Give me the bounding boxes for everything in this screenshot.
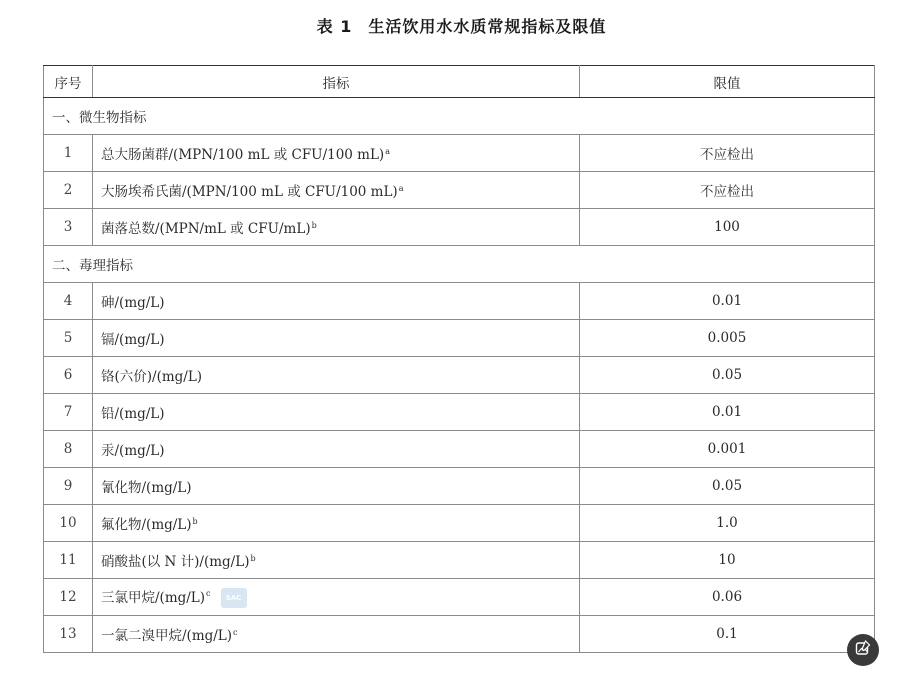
indicator-text: 砷/(mg/L) [101, 295, 165, 311]
table-caption: 生活饮用水水质常规指标及限值 [368, 17, 607, 36]
row-indicator [93, 542, 580, 579]
row-indicator [93, 579, 580, 616]
row-limit: 不应检出 [580, 172, 875, 209]
row-limit: 10 [580, 542, 875, 579]
table-row [44, 431, 875, 468]
row-indicator [93, 135, 580, 172]
row-no: 1 [44, 135, 93, 172]
row-limit: 不应检出 [580, 135, 875, 172]
row-indicator [93, 172, 580, 209]
row-indicator [93, 468, 580, 505]
table-row [44, 283, 875, 320]
row-limit: 0.005 [580, 320, 875, 357]
header-indicator: 指标 [93, 66, 580, 98]
footnote-mark: a [385, 146, 390, 156]
indicator-text: 铬(六价)/(mg/L) [101, 369, 203, 385]
row-no: 6 [44, 357, 93, 394]
row-no: 7 [44, 394, 93, 431]
section-heading: 二、毒理指标 [44, 246, 875, 283]
row-no: 11 [44, 542, 93, 579]
indicator-text: 大肠埃希氏菌/(MPN/100 mL 或 CFU/100 mL) [101, 184, 398, 200]
table-row [44, 394, 875, 431]
row-indicator [93, 357, 580, 394]
row-limit: 0.1 [580, 616, 875, 653]
table-row [44, 616, 875, 653]
indicator-text: 总大肠菌群/(MPN/100 mL 或 CFU/100 mL) [101, 147, 385, 163]
footnote-mark: c [206, 589, 211, 599]
row-limit: 0.001 [580, 431, 875, 468]
row-limit: 0.06 [580, 579, 875, 616]
row-limit: 0.01 [580, 394, 875, 431]
row-limit: 0.05 [580, 357, 875, 394]
table-row [44, 468, 875, 505]
row-limit: 0.05 [580, 468, 875, 505]
indicator-text: 镉/(mg/L) [101, 332, 165, 348]
row-no: 5 [44, 320, 93, 357]
indicator-text: 铅/(mg/L) [101, 406, 165, 422]
row-indicator [93, 320, 580, 357]
footnote-mark: b [250, 553, 256, 563]
table-row [44, 209, 875, 246]
header-row [44, 66, 875, 98]
table-row [44, 135, 875, 172]
row-no: 4 [44, 283, 93, 320]
section-row-microbial [44, 98, 875, 135]
indicator-text: 一氯二溴甲烷/(mg/L) [101, 628, 233, 644]
row-no: 8 [44, 431, 93, 468]
row-indicator [93, 505, 580, 542]
row-no: 3 [44, 209, 93, 246]
row-no: 10 [44, 505, 93, 542]
row-indicator [93, 616, 580, 653]
header-no: 序号 [44, 66, 93, 98]
table-row [44, 320, 875, 357]
row-indicator [93, 283, 580, 320]
image-edit-icon [855, 640, 871, 660]
section-heading: 一、微生物指标 [44, 98, 875, 135]
image-edit-button[interactable] [847, 634, 879, 666]
indicator-text: 氟化物/(mg/L) [101, 517, 192, 533]
row-indicator [93, 209, 580, 246]
row-no: 2 [44, 172, 93, 209]
footnote-mark: b [192, 516, 198, 526]
indicator-text: 硝酸盐(以 N 计)/(mg/L) [101, 554, 250, 570]
footnote-mark: c [233, 627, 238, 637]
table-row [44, 357, 875, 394]
row-limit: 100 [580, 209, 875, 246]
row-no: 12 [44, 579, 93, 616]
table-row [44, 542, 875, 579]
row-no: 13 [44, 616, 93, 653]
indicator-text: 氰化物/(mg/L) [101, 480, 192, 496]
table-row [44, 579, 875, 616]
header-limit: 限值 [580, 66, 875, 98]
table-title [0, 14, 923, 37]
indicator-text: 菌落总数/(MPN/mL 或 CFU/mL) [101, 221, 311, 237]
footnote-mark: a [398, 183, 404, 193]
row-limit: 0.01 [580, 283, 875, 320]
table-row [44, 505, 875, 542]
row-no: 9 [44, 468, 93, 505]
table-number: 表 1 [316, 17, 353, 36]
row-limit: 1.0 [580, 505, 875, 542]
watermark-logo: SAC [221, 588, 247, 608]
row-indicator [93, 394, 580, 431]
indicator-text: 三氯甲烷/(mg/L) [101, 589, 206, 606]
footnote-mark: b [311, 220, 317, 230]
water-quality-table [43, 65, 875, 653]
indicator-text: 汞/(mg/L) [101, 443, 165, 459]
table-row [44, 172, 875, 209]
row-indicator [93, 431, 580, 468]
section-row-toxicological [44, 246, 875, 283]
